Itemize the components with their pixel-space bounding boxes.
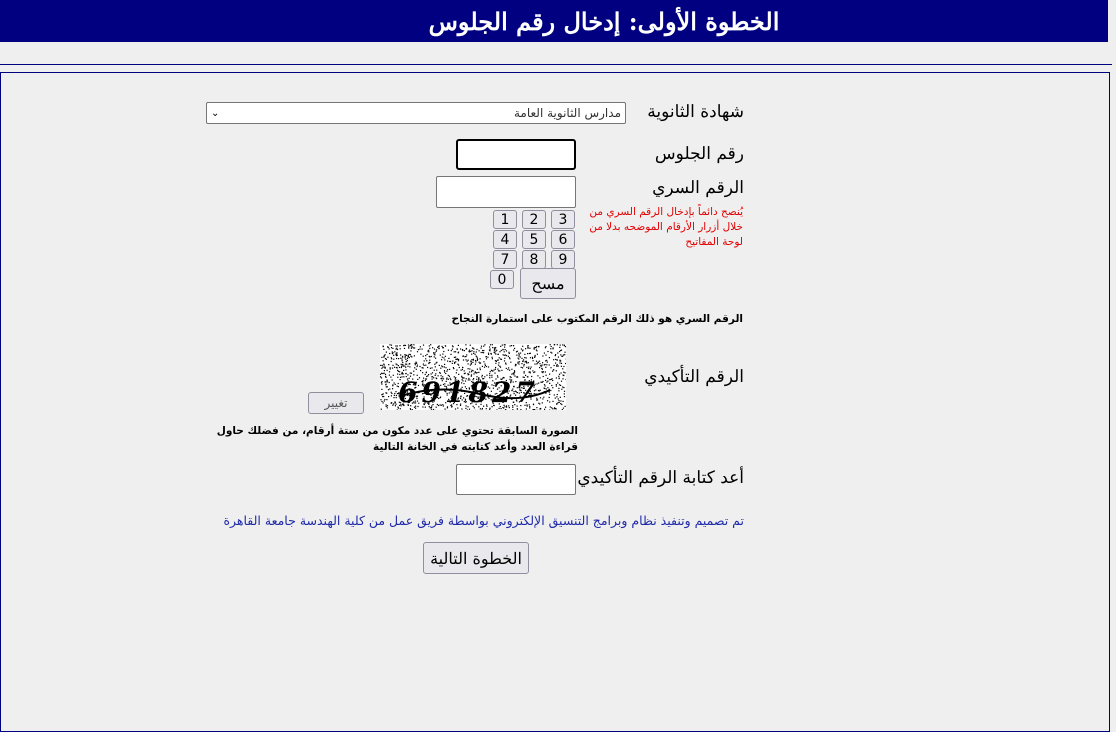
secret-number-label: الرقم السري [652,178,744,198]
certificate-select[interactable] [206,102,626,124]
keypad-3-button[interactable]: 3 [551,210,575,229]
keypad-2-button[interactable]: 2 [522,210,546,229]
credit-text: تم تصميم وتنفيذ نظام وبرامج التنسيق الإلكتروني بواسطة فريق عمل من كلية الهندسة جامعة القاهرة [223,513,744,528]
keypad-4-button[interactable]: 4 [493,230,517,249]
captcha-image [380,344,566,410]
secret-number-input[interactable] [436,176,576,208]
keypad-1-button[interactable]: 1 [493,210,517,229]
seat-number-label: رقم الجلوس [655,144,744,164]
keypad-clear-button[interactable]: مسح [520,268,576,299]
keypad-9-button[interactable]: 9 [551,250,575,269]
keypad-7-button[interactable]: 7 [493,250,517,269]
chevron-down-icon: ⌄ [211,108,219,119]
confirm-captcha-label: أعد كتابة الرقم التأكيدي [577,468,744,488]
seat-number-input[interactable] [456,139,576,170]
secret-number-hint: يُنصح دائماً بإدخال الرقم السري من خلال أزرار الأرقام الموضحه بدلا من لوحة المفاتيح [582,205,743,250]
next-step-button[interactable]: الخطوة التالية [423,542,529,574]
keypad-0-button[interactable]: 0 [490,270,514,289]
keypad-6-button[interactable]: 6 [551,230,575,249]
captcha-label: الرقم التأكيدي [644,367,744,387]
divider [0,64,1112,65]
secret-number-note: الرقم السري هو ذلك الرقم المكتوب على استمارة النجاح [452,311,744,327]
keypad-8-button[interactable]: 8 [522,250,546,269]
change-captcha-button[interactable]: تغيير [308,392,364,414]
page-title: الخطوة الأولى: إدخال رقم الجلوس [0,0,1108,42]
confirm-captcha-input[interactable] [456,464,576,495]
certificate-selected-value: مدارس الثانوية العامة [514,106,621,120]
captcha-text: 691827 [398,376,539,409]
captcha-noise [380,344,566,410]
certificate-label: شهادة الثانوية [647,102,744,122]
keypad-5-button[interactable]: 5 [522,230,546,249]
captcha-note: الصورة السابقة تحتوي على عدد مكون من ستة أرقام، من فضلك حاول قراءة العدد وأعد كتابته في الخانة التالية [206,423,578,455]
